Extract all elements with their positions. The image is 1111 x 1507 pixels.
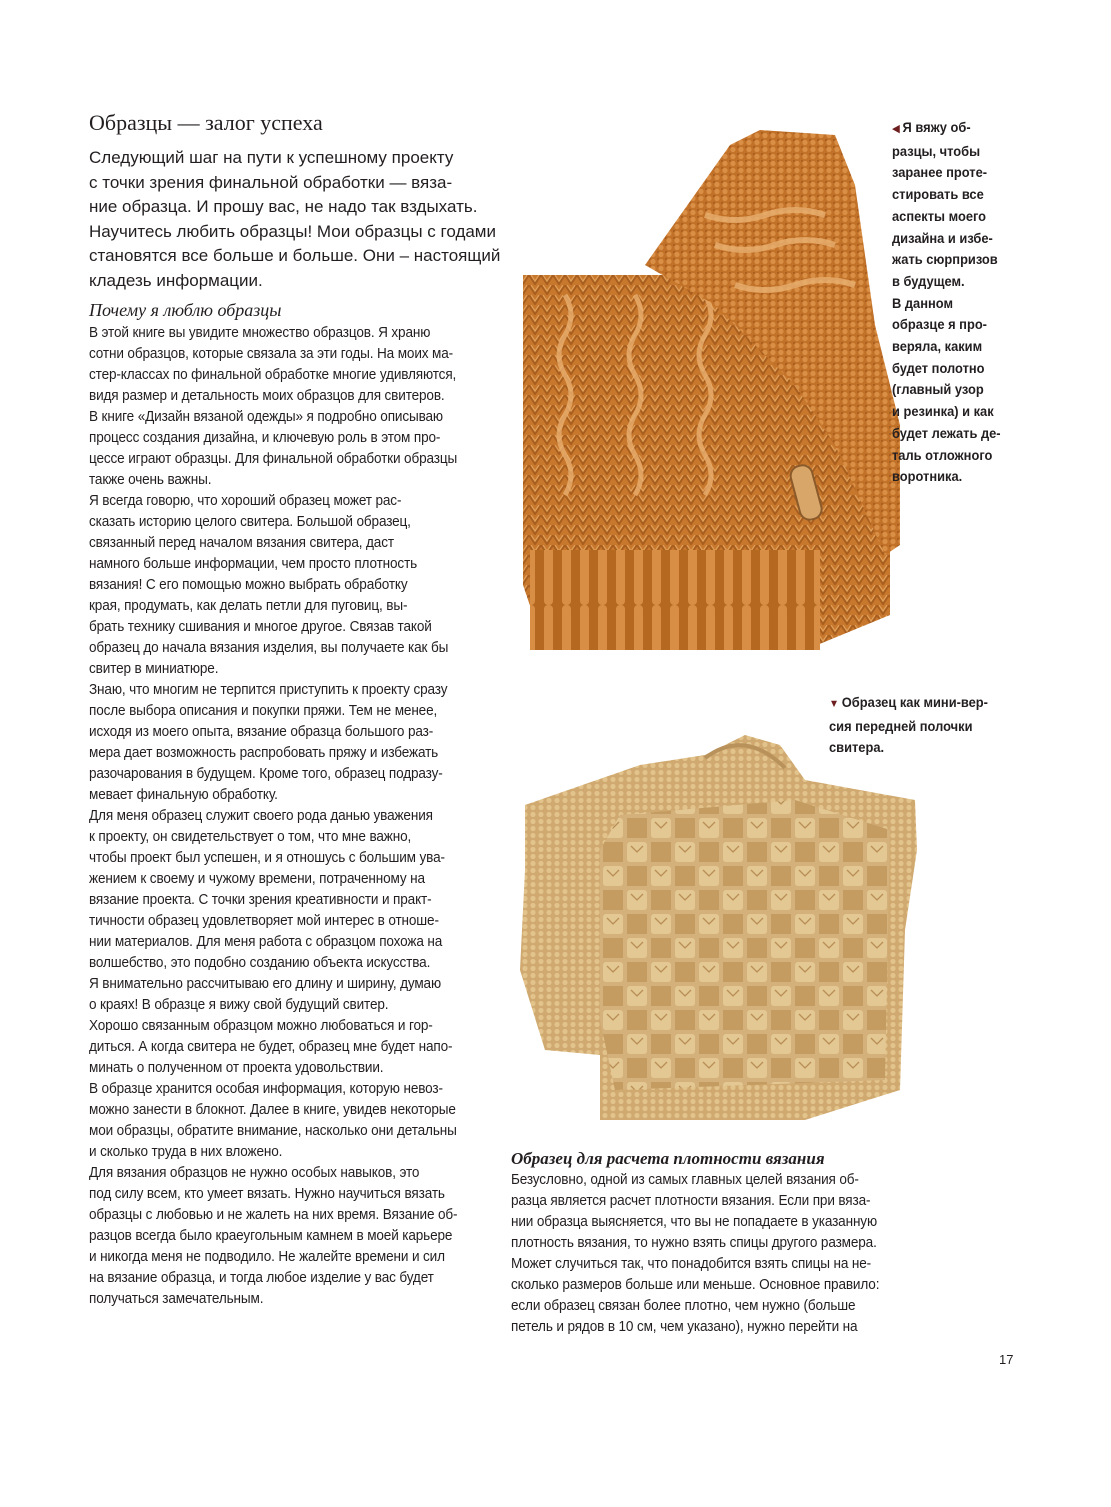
basketweave-panel-shape <box>600 800 890 1090</box>
body-line: связанный перед началом вязания свитера, даст <box>89 535 394 551</box>
intro-line: Следующий шаг на пути к успешному проекту <box>89 148 454 167</box>
page-number: 17 <box>999 1352 1014 1367</box>
caption-line: сия передней полочки <box>829 717 973 734</box>
body-line: на вязание образца, и тогда любое изделие у вас будет <box>89 1270 434 1286</box>
caption-line: веряла, каким <box>892 338 983 355</box>
caption-line: Образец как мини-вер- <box>841 694 988 710</box>
body-line: разочарования в будущем. Кроме того, образец подразу- <box>89 766 443 782</box>
body-line: процесс создания дизайна, и ключевую роль в этом про- <box>89 430 441 446</box>
basketweave-swatch-photo <box>505 720 925 1140</box>
body-line: В книге «Дизайн вязаной одежды» я подробно описываю <box>89 409 443 425</box>
section-heading: Образцы — залог успеха <box>89 110 323 135</box>
gauge-line: сколько размеров больше или меньше. Основное правило: <box>511 1277 880 1293</box>
body-line: цессе играют образцы. Для финальной обработки образцы <box>89 451 458 467</box>
body-line: чтобы проект был успешен, и я отношусь с большим ува- <box>89 850 445 866</box>
body-line: образец до начала вязания изделия, вы получаете как бы <box>89 640 449 656</box>
gauge-line: разца является расчет плотности вязания. Если при вяза- <box>511 1193 871 1209</box>
body-line: намного больше информации, чем просто плотность <box>89 556 418 572</box>
caption-line: Я вяжу об- <box>902 119 971 135</box>
body-line: мера дает возможность распробовать пряжу и избежать <box>89 745 439 761</box>
body-line: нии материалов. Для меня работа с образцом похожа на <box>89 934 443 950</box>
caption-line: В данном <box>892 294 954 311</box>
body-line: сказать историю целого свитера. Большой образец, <box>89 514 411 530</box>
body-text-left <box>89 323 457 1310</box>
body-line: Для меня образец служит своего рода данью уважения <box>89 808 433 824</box>
subheading-why-love-swatches: Почему я люблю образцы <box>89 300 282 320</box>
body-line: диться. А когда свитера не будет, образец мне будет напо- <box>89 1039 453 1055</box>
body-line: разцов всегда было краеугольным камнем в моей карьере <box>89 1228 453 1244</box>
gauge-line: петель и рядов в 10 см, чем указано), нужно перейти на <box>511 1319 858 1335</box>
body-line: волшебство, это подобно созданию объекта искусства. <box>89 955 431 971</box>
ribbing-band <box>530 550 820 650</box>
caption-photo-1 <box>892 117 1001 488</box>
caption-line: стировать все <box>892 186 984 203</box>
body-line: Я всегда говорю, что хороший образец может рас- <box>89 493 402 509</box>
intro-paragraph <box>89 146 504 293</box>
body-line: сотни образцов, которые связала за эти годы. На моих ма- <box>89 346 454 362</box>
gauge-line: плотность вязания, то нужно взять спицы другого размера. <box>511 1235 877 1251</box>
body-line: и никогда меня не подводило. Не жалейте времени и сил <box>89 1249 445 1265</box>
caption-marker-down: ▼ <box>829 698 840 710</box>
caption-line: будет полотно <box>892 359 985 376</box>
body-line: видя размер и детальность моих образцов для свитеров. <box>89 388 445 404</box>
body-line: свитер в миниатюре. <box>89 661 219 677</box>
cabled-swatch-photo <box>505 125 900 660</box>
caption-line: дизайна и избе- <box>892 229 993 246</box>
gauge-line: Может случиться так, что понадобится взять спицы на не- <box>511 1256 872 1272</box>
body-line: после выбора описания и покупки пряжи. Тем не менее, <box>89 703 438 719</box>
body-line: жением к своему и чужому времени, потраченному на <box>89 871 425 887</box>
body-text-right <box>511 1170 879 1338</box>
caption-line: (главный узор <box>892 381 984 398</box>
body-line: мевает финальную обработку. <box>89 787 278 803</box>
caption-line: разцы, чтобы <box>892 142 981 159</box>
gauge-line: если образец связан более плотно, чем нужно (больше <box>511 1298 856 1314</box>
caption-line: в будущем. <box>892 272 965 289</box>
body-line: Хорошо связанным образцом можно любоваться и гор- <box>89 1018 433 1034</box>
body-line: Я внимательно рассчитываю его длину и ширину, думаю <box>89 976 442 992</box>
body-line: мои образцы, обратите внимание, насколько они детальны <box>89 1123 457 1139</box>
body-line: В этой книге вы увидите множество образцов. Я храню <box>89 325 431 341</box>
body-line: края, продумать, как делать петли для пуговиц, вы- <box>89 598 408 614</box>
caption-line: и резинка) и как <box>892 403 994 420</box>
intro-line: кладезь информации. <box>89 270 263 290</box>
gauge-line: нии образца выясняется, что вы не попадаете в указанную <box>511 1214 877 1230</box>
body-line: Для вязания образцов не нужно особых навыков, это <box>89 1165 420 1181</box>
body-line: В образце хранится особая информация, которую невоз- <box>89 1081 443 1097</box>
caption-line: образце я про- <box>892 316 987 333</box>
caption-marker-left: ◀ <box>892 123 900 135</box>
gauge-line: Безусловно, одной из самых главных целей вязания об- <box>511 1172 859 1188</box>
caption-line: будет лежать де- <box>892 424 1001 441</box>
body-line: вязания! С его помощью можно выбрать обработку <box>89 577 408 593</box>
body-line: также очень важны. <box>89 472 212 488</box>
caption-line: жать сюрпризов <box>892 251 998 268</box>
caption-line: аспекты моего <box>892 207 987 224</box>
body-line: образцы с любовью и не жалеть на них время. Вязание об- <box>89 1207 458 1223</box>
intro-line: Научитесь любить образцы! Мои образцы с годами <box>89 221 496 241</box>
subheading-gauge-swatch: Образец для расчета плотности вязания <box>511 1149 825 1168</box>
body-line: и сколько труда в них вложено. <box>89 1144 283 1160</box>
caption-line: воротника. <box>892 468 963 485</box>
body-line: тичности образец удовлетворяет мой интерес в отноше- <box>89 913 439 929</box>
intro-line: становятся все больше и больше. Они – настоящий <box>89 246 501 265</box>
body-line: можно занести в блокнот. Далее в книге, увидев некоторые <box>89 1102 456 1118</box>
body-line: о краях! В образце я вижу свой будущий свитер. <box>89 997 389 1013</box>
body-line: исходя из моего опыта, вязание образца большого раз- <box>89 724 434 740</box>
caption-line: заранее проте- <box>892 164 988 181</box>
intro-line: с точки зрения финальной обработки — вяза- <box>89 172 453 192</box>
intro-line: ние образца. И прошу вас, не надо так вздыхать. <box>89 197 478 216</box>
body-line: брать технику сшивания и многое другое. Связав такой <box>89 619 432 635</box>
body-line: к проекту, он свидетельствует о том, что мне важно, <box>89 829 412 845</box>
body-line: получаться замечательным. <box>89 1291 264 1307</box>
body-line: Знаю, что многим не терпится приступить к проекту сразу <box>89 682 448 698</box>
body-line: вязание проекта. С точки зрения креативности и практ- <box>89 892 432 908</box>
body-line: под силу всем, кто умеет вязать. Нужно научиться вязать <box>89 1186 445 1202</box>
body-line: стер-классах по финальной обработке многие удивляются, <box>89 367 457 383</box>
caption-line: таль отложного <box>892 446 993 463</box>
body-line: минать о полученном от проекта удовольствии. <box>89 1060 384 1076</box>
caption-line: свитера. <box>829 739 885 756</box>
